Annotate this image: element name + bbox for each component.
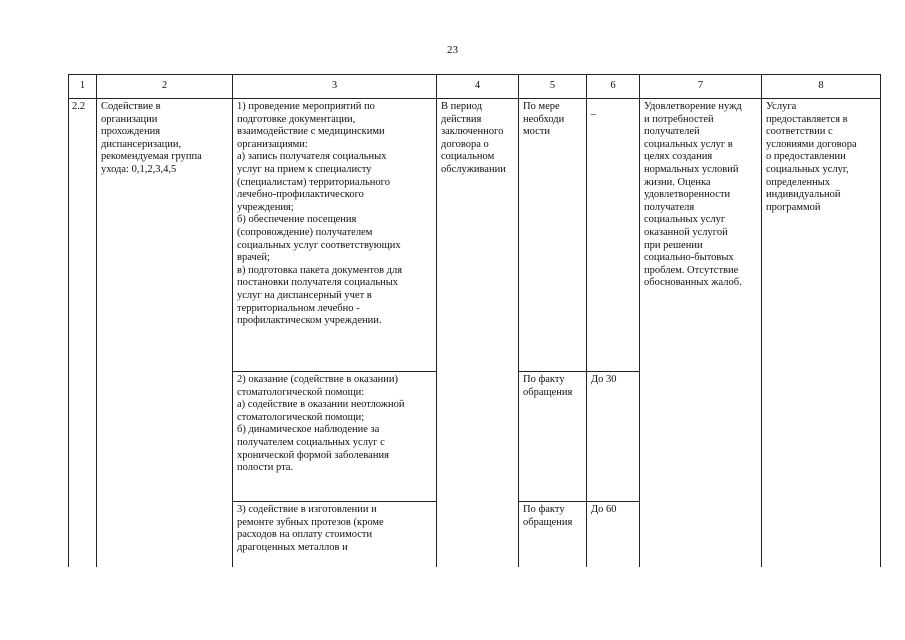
service-limit: До 30 bbox=[587, 372, 640, 502]
service-content: 2) оказание (содействие в оказании) стоматологической помощи: а) содействие в оказании неотложной стоматологической помощи; б) динамическое наблюдение за получателем социальных услуг с хронической формой заболевания полости рта. bbox=[233, 372, 437, 502]
service-frequency: По мере необходи мости bbox=[519, 99, 587, 372]
service-content: 3) содействие в изготовлении и ремонте зубных протезов (кроме расходов на оплату стоимости драгоценных металлов и bbox=[233, 502, 437, 567]
service-name: Содействие в организации прохождения диспансеризации, рекомендуемая группа ухода: 0,1,2,3,4,5 bbox=[97, 99, 233, 567]
service-limit: До 60 bbox=[587, 502, 640, 567]
service-limit: – bbox=[587, 99, 640, 372]
table-header-row bbox=[69, 75, 881, 99]
table-row bbox=[69, 99, 881, 372]
column-header: 2 bbox=[97, 75, 233, 99]
service-result: Удовлетворение нужд и потребностей получателей социальных услуг в целях создания нормальных условий жизни. Оценка удовлетворенности получателя социальных услуг оказанной услугой при решении социально-бытовых проблем. Отсутствие обоснованных жалоб. bbox=[640, 99, 762, 567]
service-content: 1) проведение мероприятий по подготовке документации, взаимодействие с медицинскими организациями: а) запись получателя социальных услуг на прием к специалисту (специалистам) территориального лечебно-профилактического учреждения; б) обеспечение посещения (сопровождение) получателем социальных услуг соответствующих врачей; в) подготовка пакета документов для постановки получателя социальных услуг на диспансерный учет в территориальном лечебно - профилактическом учреждении. bbox=[233, 99, 437, 372]
column-header: 8 bbox=[762, 75, 881, 99]
column-header: 1 bbox=[69, 75, 97, 99]
services-table bbox=[68, 74, 881, 567]
column-header: 4 bbox=[437, 75, 519, 99]
page-number: 23 bbox=[447, 44, 458, 56]
column-header: 7 bbox=[640, 75, 762, 99]
service-frequency: По факту обращения bbox=[519, 502, 587, 567]
service-frequency: По факту обращения bbox=[519, 372, 587, 502]
service-conditions: Услуга предоставляется в соответствии с условиями договора о предоставлении социальных услуг, определенных индивидуальной программой bbox=[762, 99, 881, 567]
column-header: 6 bbox=[587, 75, 640, 99]
service-period: В период действия заключенного договора о социальном обслуживании bbox=[437, 99, 519, 567]
column-header: 3 bbox=[233, 75, 437, 99]
row-number: 2.2 bbox=[69, 99, 97, 567]
column-header: 5 bbox=[519, 75, 587, 99]
